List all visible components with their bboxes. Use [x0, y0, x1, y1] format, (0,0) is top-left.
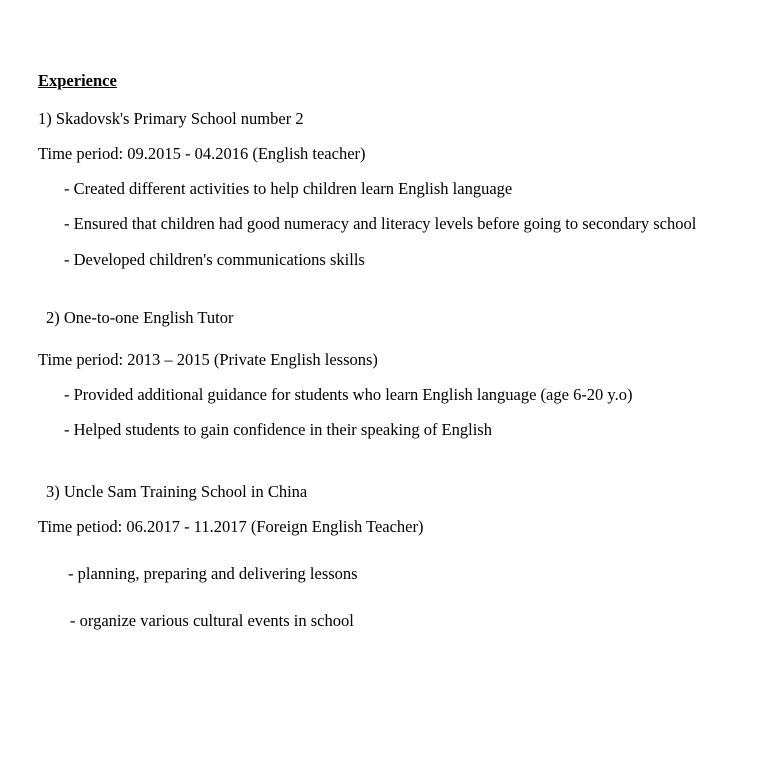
experience-bullet: - Provided additional guidance for students who learn English language (age 6-20 y.o): [64, 384, 633, 404]
experience-bullet: - Developed children's communications skills: [64, 249, 365, 269]
experience-bullet: - Helped students to gain confidence in their speaking of English: [64, 420, 492, 440]
experience-bullet: [38, 213, 722, 235]
experience-entry-time-period: Time period: 2013 – 2015 (Private English lessons): [38, 349, 378, 369]
experience-entry-title: 2) One-to-one English Tutor: [46, 307, 234, 327]
experience-entry-title: 1) Skadovsk's Primary School number 2: [38, 109, 304, 129]
experience-entry-time-period: Time petiod: 06.2017 - 11.2017 (Foreign English Teacher): [38, 517, 424, 537]
experience-bullet: - Created different activities to help children learn English language: [64, 179, 513, 199]
experience-entry-time-period: Time period: 09.2015 - 04.2016 (English teacher): [38, 144, 366, 164]
experience-entry-title: 3) Uncle Sam Training School in China: [46, 482, 308, 502]
experience-bullet: - organize various cultural events in school: [70, 611, 354, 631]
section-heading-experience: Experience: [38, 71, 117, 90]
experience-bullet: - planning, preparing and delivering lessons: [68, 564, 358, 584]
experience-bullet-text: - Ensured that children had good numeracy and literacy levels before going to secondary school: [64, 214, 697, 234]
